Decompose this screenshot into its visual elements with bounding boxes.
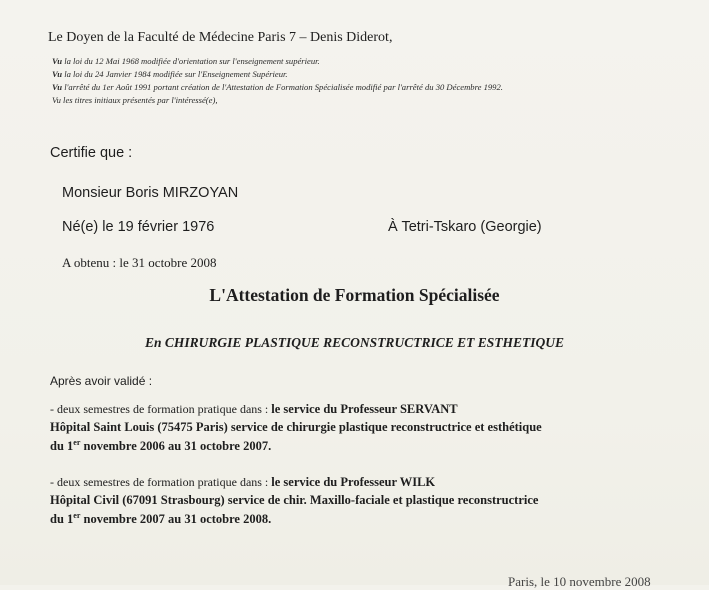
period-text: novembre 2007 au 31 octobre 2008. (80, 512, 272, 526)
legal-reference-1 (52, 56, 320, 66)
training-1-period (50, 439, 271, 454)
legal-text: la loi du 12 Mai 1968 modifiée d'orientation sur l'enseignement supérieur. (62, 56, 320, 66)
training-2-service (50, 475, 435, 490)
training-hospital: Hôpital Saint Louis (75475 Paris) service de chirurgie plastique reconstructrice et esthétique (50, 420, 542, 434)
period-text: novembre 2006 au 31 octobre 2007. (80, 439, 272, 453)
certifie-label: Certifie que : (50, 145, 133, 161)
birth-place: À Tetri-Tskaro (Georgie) (388, 219, 542, 235)
training-1-service (50, 402, 458, 417)
legal-text: l'arrêté du 1er Août 1991 portant création de l'Attestation de Formation Spécialisée modifié par l'arrêté du 30 Décembre 1992. (62, 82, 503, 92)
training-service: le service du Professeur WILK (271, 475, 436, 489)
training-intro: - deux semestres de formation pratique dans : (50, 402, 272, 416)
legal-reference-4: Vu les titres initiaux présentés par l'intéressé(e), (52, 95, 218, 105)
dean-heading: Le Doyen de la Faculté de Médecine Paris 7 – Denis Diderot, (48, 30, 393, 45)
training-2-hospital (50, 493, 538, 508)
legal-prefix: Vu (52, 69, 63, 79)
period-prefix: du 1 (50, 512, 74, 526)
recipient-name: Monsieur Boris MIRZOYAN (62, 185, 239, 201)
specialty-subtitle: En CHIRURGIE PLASTIQUE RECONSTRUCTRICE ET ESTHETIQUE (145, 335, 564, 350)
legal-reference-3 (52, 82, 503, 92)
period-superscript: er (73, 438, 81, 447)
period-prefix: du 1 (50, 439, 74, 453)
obtained-date: A obtenu : le 31 octobre 2008 (62, 255, 217, 270)
training-1-hospital (50, 420, 542, 435)
legal-prefix: Vu (52, 56, 63, 66)
legal-text: la loi du 24 Janvier 1984 modifiée sur l'Enseignement Supérieur. (62, 69, 288, 79)
birth-date: Né(e) le 19 février 1976 (62, 219, 215, 235)
training-intro: - deux semestres de formation pratique dans : (50, 475, 272, 489)
document-title: L'Attestation de Formation Spécialisée (209, 285, 500, 305)
period-superscript: er (73, 511, 81, 520)
legal-prefix: Vu (52, 82, 63, 92)
legal-reference-2 (52, 69, 288, 79)
validated-label: Après avoir validé : (50, 374, 153, 388)
training-service: le service du Professeur SERVANT (271, 402, 458, 416)
training-2-period (50, 512, 271, 527)
signature-date: Paris, le 10 novembre 2008 (508, 574, 651, 589)
training-hospital: Hôpital Civil (67091 Strasbourg) service de chir. Maxillo-faciale et plastique reconstructrice (50, 493, 539, 507)
